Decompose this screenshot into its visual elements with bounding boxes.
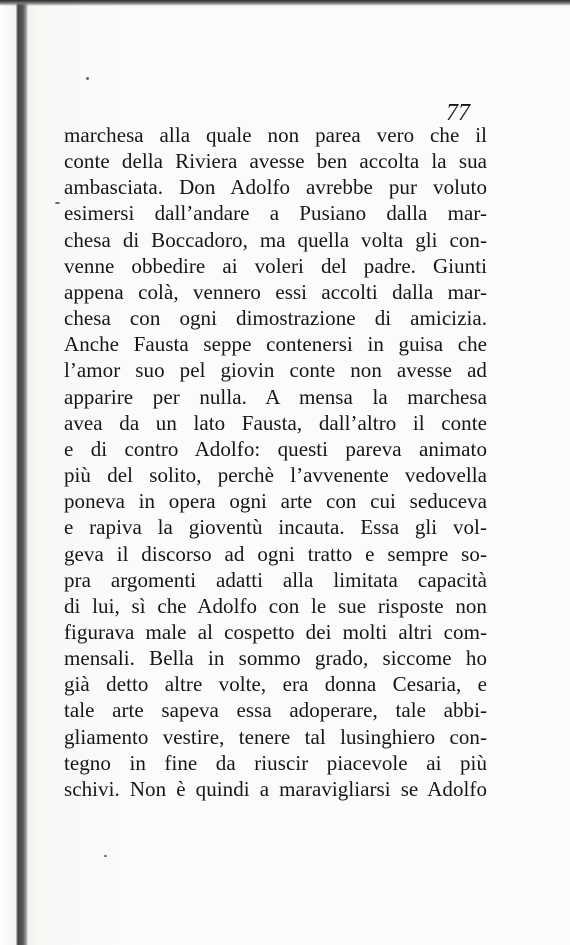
text-line: tale arte sapeva essa adoperare, tale abbi- bbox=[64, 698, 487, 723]
text-line: appena colà, vennero essi accolti dalla mar- bbox=[64, 279, 487, 304]
text-line: mensali. Bella in sommo grado, siccome ho bbox=[64, 646, 487, 671]
text-line: pra argomenti adatti alla limitata capacità bbox=[64, 567, 487, 592]
text-line: geva il discorso ad ogni tratto e sempre so- bbox=[64, 541, 487, 566]
paper-speck bbox=[55, 202, 60, 204]
text-line: poneva in opera ogni arte con cui seduceva bbox=[64, 489, 487, 514]
text-line: chesa di Boccadoro, ma quella volta gli con- bbox=[64, 227, 487, 252]
text-line: Anche Fausta seppe contenersi in guisa che bbox=[64, 332, 487, 357]
text-line: più del solito, perchè l’avvenente vedovella bbox=[64, 463, 487, 488]
paper-speck bbox=[86, 77, 89, 80]
text-line: avea da un lato Fausta, dall’altro il conte bbox=[64, 410, 487, 435]
text-line: esimersi dall’andare a Pusiano dalla mar- bbox=[64, 201, 487, 226]
text-line: e rapiva la gioventù incauta. Essa gli vol- bbox=[64, 515, 487, 540]
text-line: e di contro Adolfo: questi pareva animato bbox=[64, 436, 487, 461]
text-line: schivi. Non è quindi a maravigliarsi se Adolfo bbox=[64, 776, 487, 801]
text-line: l’amor suo pel giovin conte non avesse ad bbox=[64, 358, 487, 383]
text-line: tegno in fine da riuscir piacevole ai più bbox=[64, 750, 487, 775]
page-top-edge bbox=[0, 0, 570, 6]
text-line: apparire per nulla. A mensa la marchesa bbox=[64, 384, 487, 409]
text-line: venne obbedire ai voleri del padre. Giunti bbox=[64, 253, 487, 278]
paper-speck bbox=[104, 855, 107, 857]
text-line: gliamento vestire, tenere tal lusinghiero con- bbox=[64, 724, 487, 749]
text-line: marchesa alla quale non parea vero che il bbox=[64, 123, 487, 147]
page-binding-edge bbox=[16, 0, 28, 945]
page-number: 77 bbox=[446, 100, 470, 126]
text-line: chesa con ogni dimostrazione di amicizia. bbox=[64, 306, 487, 331]
text-line: di lui, sì che Adolfo con le sue risposte non bbox=[64, 593, 487, 618]
text-line: figurava male al cospetto dei molti altri com- bbox=[64, 619, 487, 644]
text-line: ambasciata. Don Adolfo avrebbe pur voluto bbox=[64, 175, 487, 200]
text-line: conte della Riviera avesse ben accolta la sua bbox=[64, 149, 487, 174]
page-text bbox=[64, 122, 487, 802]
text-line: già detto altre volte, era donna Cesaria, e bbox=[64, 672, 487, 697]
